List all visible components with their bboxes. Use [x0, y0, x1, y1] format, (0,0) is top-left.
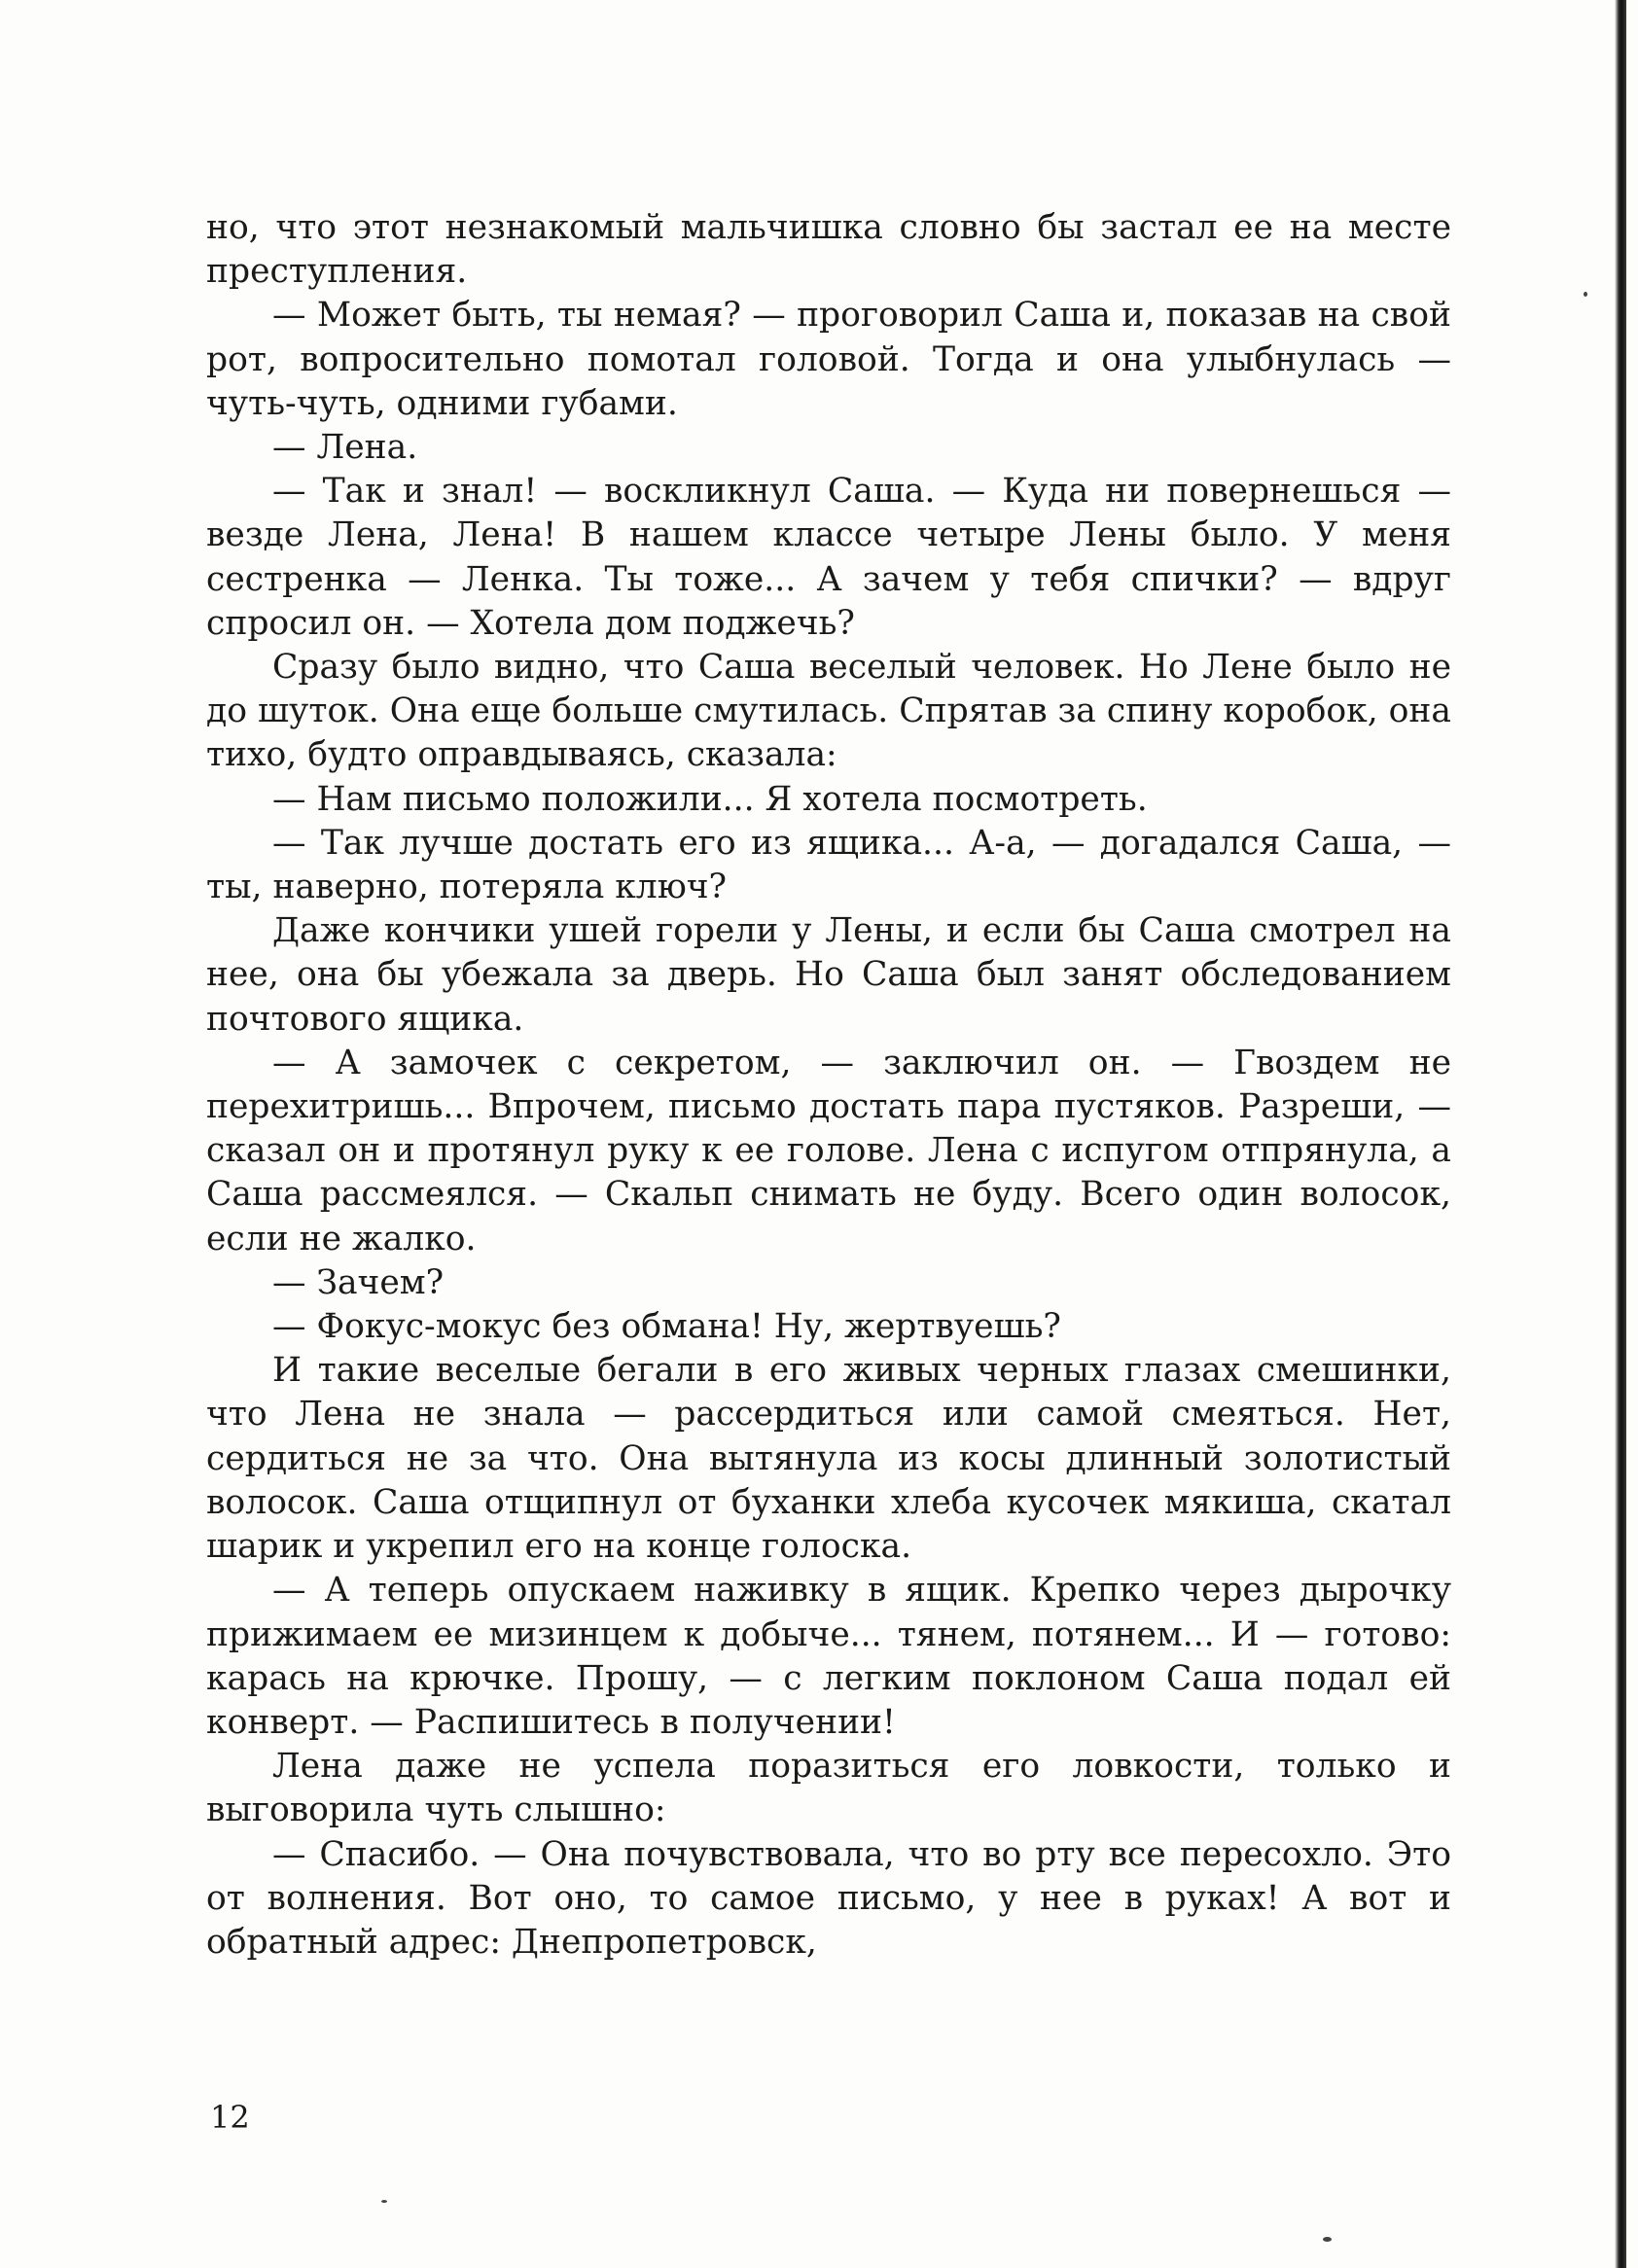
paragraph: Даже кончики ушей горели у Лены, и если бы Саша смотрел на нее, она бы убежала за дверь. Но Саша был занят обследованием почтового ящика.	[206, 911, 1451, 1039]
paragraph: — Нам письмо положили... Я хотела посмотреть.	[272, 779, 1148, 819]
paragraph: Лена даже не успела поразиться его ловкости, только и выговорила чуть слышно:	[206, 1747, 1451, 1830]
paragraph: — А замочек с секретом, — заключил он. — Гвоздем не перехитришь... Впрочем, письмо достать пара пустяков. Разреши, — сказал он и протянул руку к ее голове. Лена с испугом отпрянула, а Саша рассмеялся. — Скальп снимать не буду. Всего один волосок, если не жалко.	[206, 1043, 1451, 1258]
paragraph: — Лена.	[272, 428, 418, 468]
paragraph: — А теперь опускаем наживку в ящик. Крепко через дырочку прижимаем ее мизинцем к добыче... тянем, потянем... И — готово: карась на крючке. Прошу, — с легким поклоном Саша подал ей конверт. — Распишитесь в получении!	[206, 1571, 1451, 1742]
paragraph: но, что этот незнакомый мальчишка словно бы застал ее на месте преступления.	[206, 208, 1451, 292]
paragraph: — Может быть, ты немая? — проговорил Саша и, показав на свой рот, вопросительно помотал головой. Тогда и она улыбнулась — чуть-чуть, одними губами.	[206, 296, 1451, 423]
page-number: 12	[210, 2099, 250, 2136]
scan-speck	[1323, 2237, 1332, 2242]
paragraph: И такие веселые бегали в его живых черных глазах смешинки, что Лена не знала — рассердиться или самой смеяться. Нет, сердиться не за что. Она вытянула из косы длинный золотистый волосок. Саша отщипнул от буханки хлеба кусочек мякиша, скатал шарик и укрепил его на конце голоска.	[206, 1351, 1451, 1567]
binding-edge	[1615, 0, 1626, 2268]
paragraph: — Спасибо. — Она почувствовала, что во рту все пересохло. Это от волнения. Вот оно, то самое письмо, у нее в руках! А вот и обратный адрес: Днепропетровск,	[206, 1834, 1451, 1962]
paragraph: — Так лучше достать его из ящика... А-а, — догадался Саша, — ты, наверно, потеряла ключ?	[206, 823, 1451, 907]
scan-speck	[1584, 292, 1587, 297]
paragraph: Сразу было видно, что Саша веселый человек. Но Лене было не до шуток. Она еще больше смутилась. Спрятав за спину коробок, она тихо, будто оправдываясь, сказала:	[206, 648, 1451, 775]
body-text	[206, 206, 1451, 1965]
paragraph: — Так и знал! — воскликнул Саша. — Куда ни повернешься — везде Лена, Лена! В нашем классе четыре Лены было. У меня сестренка — Ленка. Ты тоже... А зачем у тебя спички? — вдруг спросил он. — Хотела дом поджечь?	[206, 472, 1451, 643]
paragraph: — Фокус-мокус без обмана! Ну, жертвуешь?	[272, 1307, 1061, 1347]
paragraph: — Зачем?	[272, 1262, 445, 1302]
scan-speck	[381, 2200, 387, 2203]
